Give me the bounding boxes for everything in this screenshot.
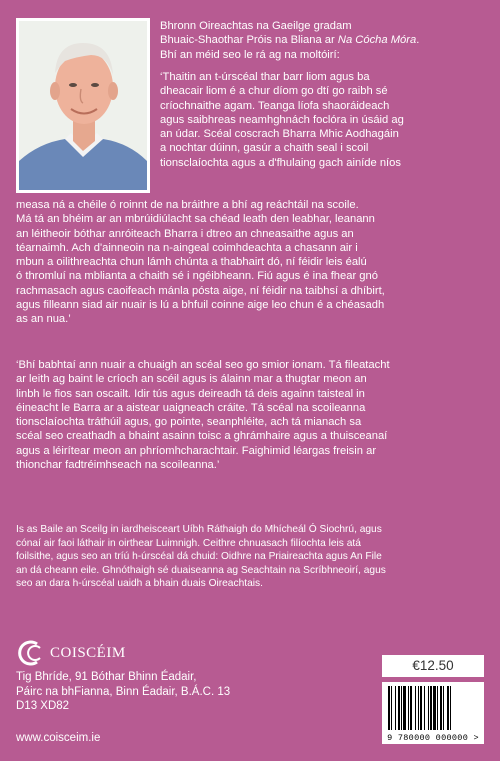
isbn-barcode (382, 682, 484, 744)
quote-line: dheacair liom é a chur díom go dtí go raibh sé (160, 85, 388, 98)
quote-line: críochnaithe agam. Teanga líofa shaoráideach (160, 99, 390, 112)
quote-line: mbun a oilithreachta chun lámh chúnta a thabhairt dó, ní féidir leis éalú (16, 256, 367, 269)
judges-quote-1-top (160, 70, 486, 170)
quote-line: ó thromluí na mblianta a chaith sé i ngéibheann. Fiú agus é ina fhear gnó (16, 270, 378, 283)
intro-line: Bhronn Oireachtas na Gaeilge gradam (160, 20, 352, 32)
quote-line: Má tá an bhéim ar an mbrúidiúlacht sa chéad leath den leabhar, leanann (16, 213, 375, 226)
barcode-number: 9 780000 000000 > (387, 733, 479, 743)
judges-quote-1-bottom (16, 198, 486, 327)
address-line: Tig Bhríde, 91 Bóthar Bhinn Éadair, (16, 671, 197, 683)
coisceim-logo-icon (16, 638, 46, 668)
quote-line: a nochtar dúinn, gasúr a chaith seal i scoil (160, 142, 369, 155)
publisher-logo (16, 638, 126, 668)
award-intro (160, 19, 486, 62)
quote-line: linbh le fios san oscailt. Idir tús agus deireadh tá deis againn taisteal in (16, 387, 365, 400)
quote-line: scéal seo creathadh a bhaint asainn toisc a ghrámhaire agus a thuisceanaí (16, 430, 388, 443)
author-bio (16, 523, 486, 591)
judges-quote-2 (16, 358, 486, 472)
quote-line: tionsclaíochta tráthúil agus, go pointe, seanphléite, ach tá mianach sa (16, 416, 362, 429)
publisher-name: COISCÉIM (50, 644, 126, 661)
quote-line: an léitheoir bóthar anróiteach Bharra i dtreo an chneasaithe agus an (16, 227, 354, 240)
bio-line: foilsithe, agus seo an tríú h-úrscéal dá chuid: Oidhre na Priaireachta agus An File (16, 551, 382, 563)
author-portrait-icon (19, 21, 147, 190)
quote-line: an údar. Scéal coscrach Bharra Mhic Aodhagáin (160, 128, 399, 141)
quote-line: rachmasach agus caoifeach mánla pósta aige, ní féidir na taibhsí a dhíbirt, (16, 284, 385, 297)
quote-line: measa ná a chéile ó roinnt de na bráithre a bhí ag reáchtáil na scoile. (16, 199, 359, 211)
quote-line: thionchar fadtréimhseach na scoileanna.’ (16, 459, 220, 472)
quote-line: agus a léirítear meon an phríomhcharachtair. Faighimid léargas freisin ar (16, 444, 377, 457)
quote-line: ar leith ag baint le críoch an scéil agus is álainn mar a thugtar meon an (16, 373, 367, 386)
intro-line: Bhuaic-Shaothar Próis na Bliana ar Na Cócha Móra. (160, 34, 420, 47)
address-line: Páirc na bhFianna, Binn Éadair, B.Á.C. 13 (16, 685, 231, 698)
quote-line: ‘Bhí babhtaí ann nuair a chuaigh an scéal seo go smior ionam. Tá fileatacht (16, 359, 390, 371)
bio-line: seo an dara h-úrscéal uaidh a bhain duais Oireachtais. (16, 578, 263, 590)
intro-line: Bhí an méid seo le rá ag na moltóirí: (160, 48, 340, 61)
barcode-icon (382, 682, 484, 732)
quote-line: éineacht le Barra ar a aistear uaigneach cráite. Tá scéal na scoileanna (16, 401, 366, 414)
bio-line: an dá cheann eile. Ghnóthaigh sé duaiseanna ag Seachtain na Scríbhneoirí, agus (16, 564, 386, 576)
publisher-website[interactable]: www.coisceim.ie (16, 732, 101, 744)
price-tag: €12.50 (382, 655, 484, 677)
quote-line: tionsclaíochta agus a d'fhulaing gach ainíde níos (160, 156, 401, 169)
publisher-address (16, 670, 230, 714)
quote-line: agus filleann siad air nuair is lú a bhfuil coinne aige leo chun é a chéasadh (16, 299, 385, 312)
quote-line: téarnaimh. Ach d'ainneoin na n-aingeal coimhdeachta a chasann air i (16, 241, 358, 254)
bio-line: cónaí air faoi láthair in oirthear Luimnigh. Ceithre chnuasach filíochta leis atá (16, 537, 361, 549)
bio-line: Is as Baile an Sceilg in iardheisceart Uíbh Ráthaigh do Mhícheál Ó Siochrú, agus (16, 524, 382, 535)
quote-line: as an nua.’ (16, 313, 71, 326)
address-line: D13 XD82 (16, 700, 70, 712)
author-photo (16, 18, 150, 193)
quote-line: ‘Thaitin an t-úrscéal thar barr liom agus ba (160, 71, 370, 83)
quote-line: agus saibhreas neamhghnách foclóra in úsáid ag (160, 113, 404, 126)
